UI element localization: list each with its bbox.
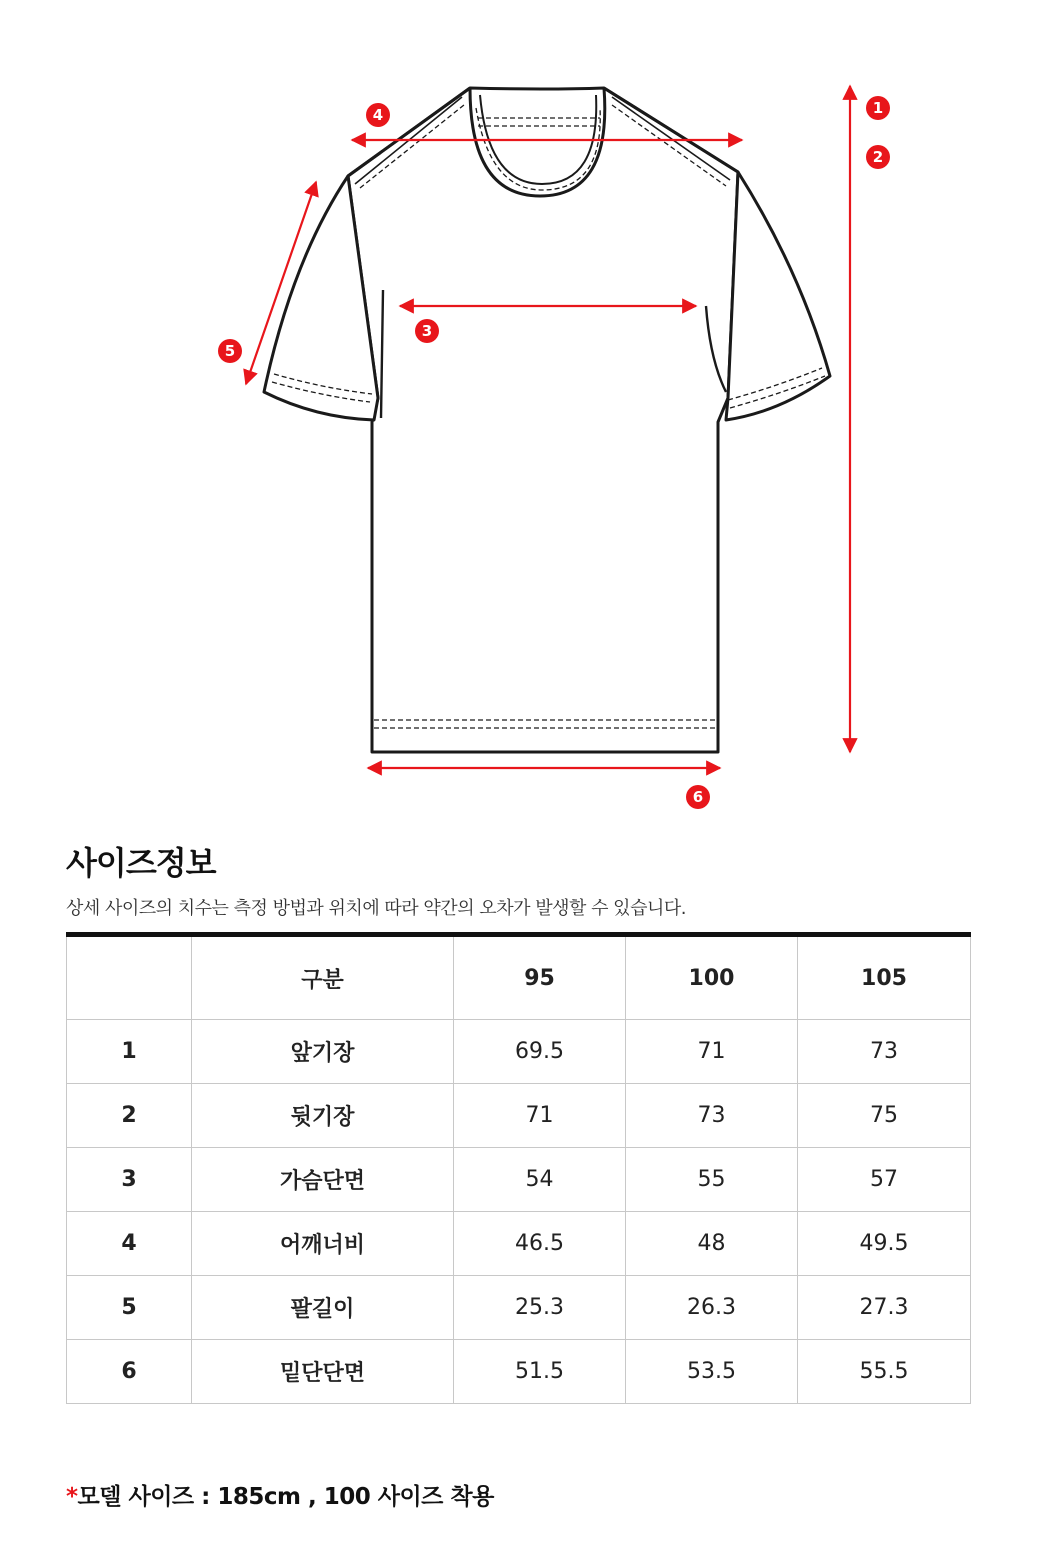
size-value: 55 bbox=[626, 1148, 798, 1212]
table-row bbox=[67, 1084, 971, 1148]
size-value: 69.5 bbox=[454, 1020, 626, 1084]
svg-text:4: 4 bbox=[372, 106, 384, 124]
table-row bbox=[67, 1212, 971, 1276]
row-label: 밑단단면 bbox=[192, 1340, 454, 1404]
marker-badge-6 bbox=[686, 785, 710, 809]
header-cell: 구분 bbox=[192, 935, 454, 1020]
marker-badge-3 bbox=[415, 319, 439, 343]
svg-text:2: 2 bbox=[872, 148, 884, 166]
size-value: 57 bbox=[798, 1148, 971, 1212]
size-value: 46.5 bbox=[454, 1212, 626, 1276]
table-row bbox=[67, 1340, 971, 1404]
size-value: 71 bbox=[626, 1020, 798, 1084]
marker-badge-4 bbox=[366, 103, 390, 127]
row-label: 팔길이 bbox=[192, 1276, 454, 1340]
header-cell: 105 bbox=[798, 935, 971, 1020]
section-note: 상세 사이즈의 치수는 측정 방법과 위치에 따라 약간의 오차가 발생할 수 있습니다. bbox=[66, 898, 686, 919]
svg-text:5: 5 bbox=[224, 342, 236, 360]
row-number: 3 bbox=[67, 1148, 192, 1212]
footnote-text: 모델 사이즈 : 185cm , 100 사이즈 착용 bbox=[77, 1484, 494, 1510]
size-value: 71 bbox=[454, 1084, 626, 1148]
row-label: 가슴단면 bbox=[192, 1148, 454, 1212]
table-row bbox=[67, 1276, 971, 1340]
size-value: 49.5 bbox=[798, 1212, 971, 1276]
table-row bbox=[67, 1020, 971, 1084]
table-row bbox=[67, 1148, 971, 1212]
row-number: 2 bbox=[67, 1084, 192, 1148]
row-label: 뒷기장 bbox=[192, 1084, 454, 1148]
size-value: 53.5 bbox=[626, 1340, 798, 1404]
header-cell: 95 bbox=[454, 935, 626, 1020]
row-number: 5 bbox=[67, 1276, 192, 1340]
size-table bbox=[66, 932, 971, 1404]
size-value: 48 bbox=[626, 1212, 798, 1276]
header-cell bbox=[67, 935, 192, 1020]
svg-text:3: 3 bbox=[421, 322, 433, 340]
size-value: 26.3 bbox=[626, 1276, 798, 1340]
footnote-asterisk: * bbox=[66, 1484, 78, 1510]
size-value: 25.3 bbox=[454, 1276, 626, 1340]
size-value: 73 bbox=[626, 1084, 798, 1148]
marker-badge-5 bbox=[218, 339, 242, 363]
size-value: 55.5 bbox=[798, 1340, 971, 1404]
row-label: 어깨너비 bbox=[192, 1212, 454, 1276]
section-title: 사이즈정보 bbox=[66, 844, 216, 882]
header-cell: 100 bbox=[626, 935, 798, 1020]
table-header-row bbox=[67, 935, 971, 1020]
size-value: 73 bbox=[798, 1020, 971, 1084]
size-value: 27.3 bbox=[798, 1276, 971, 1340]
row-number: 4 bbox=[67, 1212, 192, 1276]
row-number: 1 bbox=[67, 1020, 192, 1084]
marker-badge-1 bbox=[866, 96, 890, 120]
svg-text:1: 1 bbox=[872, 99, 884, 117]
size-value: 51.5 bbox=[454, 1340, 626, 1404]
svg-text:6: 6 bbox=[692, 788, 704, 806]
size-value: 75 bbox=[798, 1084, 971, 1148]
row-number: 6 bbox=[67, 1340, 192, 1404]
size-value: 54 bbox=[454, 1148, 626, 1212]
row-label: 앞기장 bbox=[192, 1020, 454, 1084]
marker-badge-2 bbox=[866, 145, 890, 169]
model-size-footnote bbox=[66, 1478, 494, 1511]
tshirt-outline bbox=[264, 88, 830, 752]
